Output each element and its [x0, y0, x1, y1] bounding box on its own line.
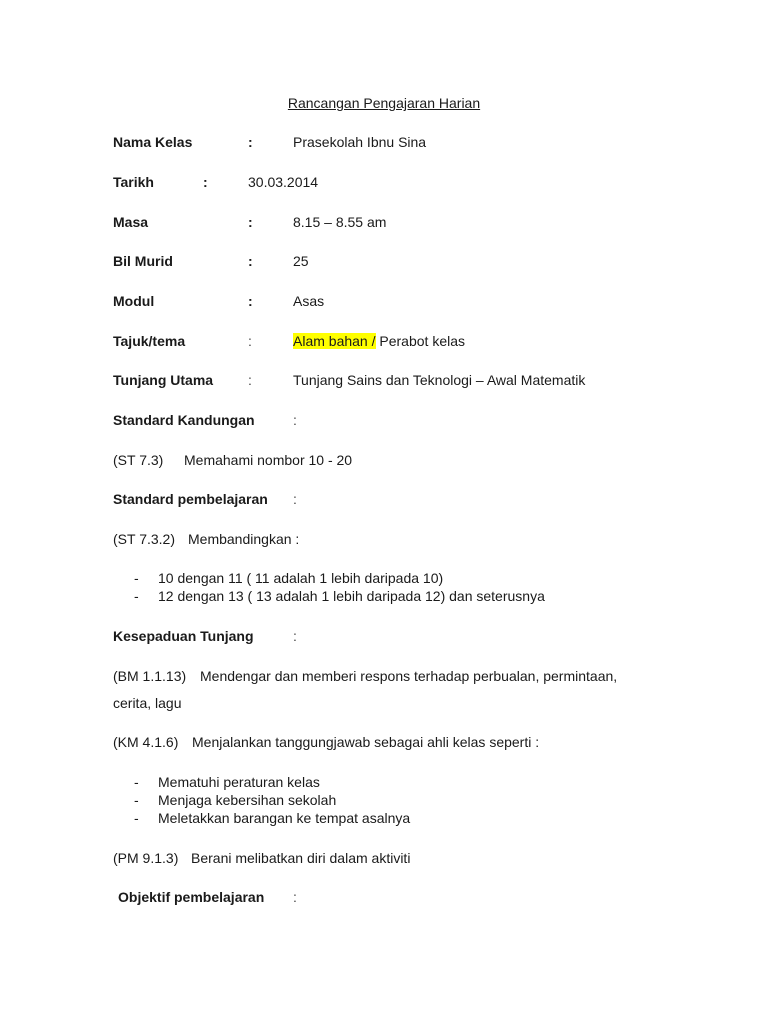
colon: :: [293, 628, 297, 644]
label-nama-kelas: Nama Kelas: [113, 134, 193, 150]
value-tajuk-rest: Perabot kelas: [375, 333, 465, 349]
list-item: Meletakkan barangan ke tempat asalnya: [158, 810, 411, 826]
label-tunjang-utama: Tunjang Utama: [113, 372, 214, 388]
bullet-dash: -: [134, 570, 139, 586]
sk-text: Memahami nombor 10 - 20: [184, 452, 353, 468]
colon: :: [293, 889, 297, 905]
list-item: 12 dengan 13 ( 13 adalah 1 lebih daripada 12) dan seterusnya: [158, 588, 545, 604]
bm-text-cont: cerita, lagu: [113, 695, 182, 711]
bm-code: (BM 1.1.13): [113, 668, 187, 684]
label-kesepaduan-tunjang: Kesepaduan Tunjang: [113, 628, 254, 644]
value-nama-kelas: Prasekolah Ibnu Sina: [293, 134, 427, 150]
bullet-dash: -: [134, 774, 139, 790]
km-code: (KM 4.1.6): [113, 734, 179, 750]
list-item: Menjaga kebersihan sekolah: [158, 792, 337, 808]
sk-code: (ST 7.3): [113, 452, 164, 468]
pm-text: Berani melibatkan diri dalam aktiviti: [191, 850, 411, 866]
km-text: Menjalankan tanggungjawab sebagai ahli kelas seperti :: [192, 734, 540, 750]
bm-text: Mendengar dan memberi respons terhadap perbualan, permintaan,: [200, 668, 618, 684]
value-tunjang-utama: Tunjang Sains dan Teknologi – Awal Matematik: [293, 372, 586, 388]
sp-text: Membandingkan :: [188, 531, 300, 547]
bullet-dash: -: [134, 810, 139, 826]
bullet-dash: -: [134, 588, 139, 604]
list-item: Mematuhi peraturan kelas: [158, 774, 320, 790]
value-masa: 8.15 – 8.55 am: [293, 214, 387, 230]
colon: :: [248, 214, 253, 230]
label-tajuk: Tajuk/tema: [113, 333, 186, 349]
document-title: Rancangan Pengajaran Harian: [287, 95, 481, 111]
highlighted-text: Alam bahan /: [293, 333, 376, 349]
label-objektif-pembelajaran: Objektif pembelajaran: [118, 889, 265, 905]
colon: :: [293, 412, 297, 428]
colon: :: [248, 372, 252, 388]
sp-code: (ST 7.3.2): [113, 531, 175, 547]
colon: :: [248, 293, 253, 309]
label-modul: Modul: [113, 293, 155, 309]
label-standard-kandungan: Standard Kandungan: [113, 412, 255, 428]
label-bil-murid: Bil Murid: [113, 253, 173, 269]
colon: :: [248, 253, 253, 269]
colon: :: [248, 333, 252, 349]
value-tarikh: 30.03.2014: [248, 174, 319, 190]
pm-code: (PM 9.1.3): [113, 850, 179, 866]
bullet-dash: -: [134, 792, 139, 808]
colon: :: [293, 491, 297, 507]
list-item: 10 dengan 11 ( 11 adalah 1 lebih daripada 10): [158, 570, 444, 586]
label-masa: Masa: [113, 214, 149, 230]
value-bil-murid: 25: [293, 253, 309, 269]
colon: :: [203, 174, 208, 190]
value-tajuk: [293, 332, 465, 350]
colon: :: [248, 134, 253, 150]
label-tarikh: Tarikh: [113, 174, 154, 190]
label-standard-pembelajaran: Standard pembelajaran: [113, 491, 268, 507]
value-modul: Asas: [293, 293, 325, 309]
